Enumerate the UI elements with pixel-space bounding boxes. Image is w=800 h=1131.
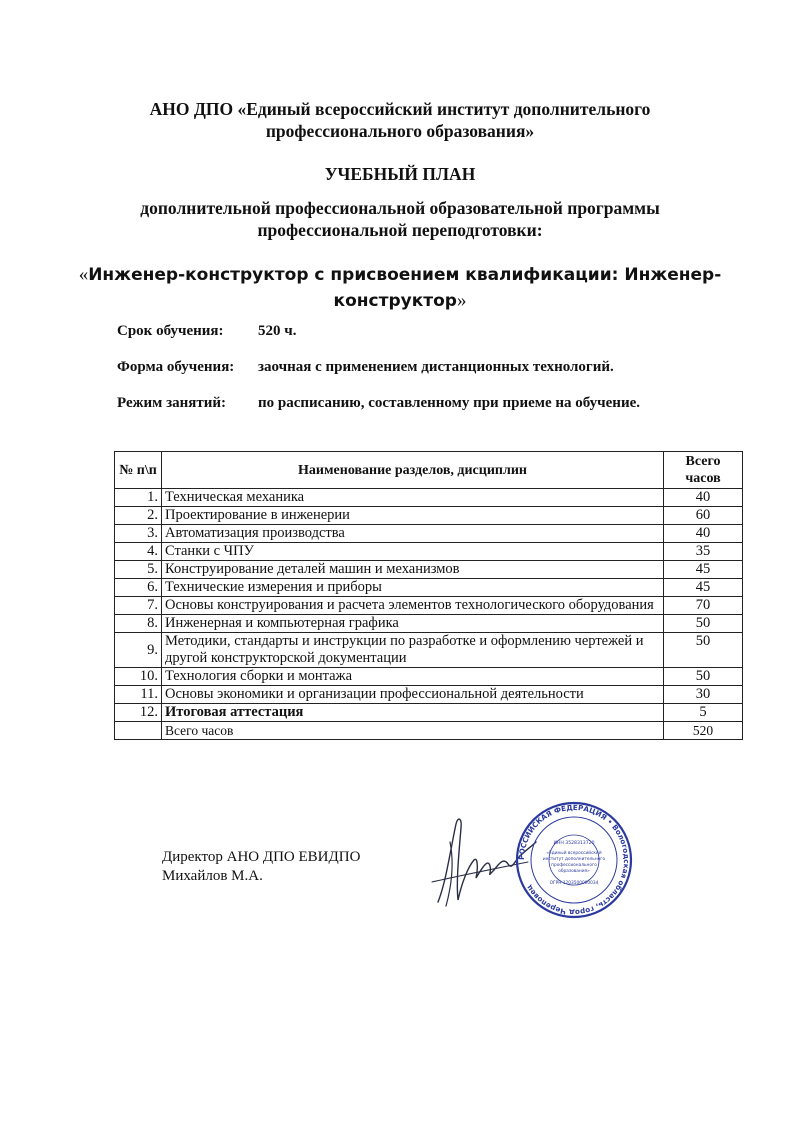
quote-close: » xyxy=(456,290,467,311)
row-hours: 50 xyxy=(664,668,743,686)
row-number: 6. xyxy=(115,579,162,597)
org-line-1: АНО ДПО «Единый всероссийский институт дополнительного xyxy=(149,99,651,119)
program-name-line-1 xyxy=(0,262,800,288)
table-row xyxy=(115,489,743,507)
duration-label: Срок обучения: xyxy=(117,323,224,339)
row-hours: 70 xyxy=(664,597,743,615)
row-discipline: Технология сборки и монтажа xyxy=(162,668,664,686)
plan-title: УЧЕБНЫЙ ПЛАН xyxy=(324,164,476,184)
program-line-2: профессиональной переподготовки: xyxy=(257,220,543,240)
table-row xyxy=(115,686,743,704)
row-number: 12. xyxy=(115,704,162,722)
mode-value: по расписанию, составленному при приеме на обучение. xyxy=(258,395,640,411)
row-hours: 50 xyxy=(664,615,743,633)
official-seal xyxy=(514,800,634,920)
header-hours-line-1: Всего xyxy=(685,454,721,469)
row-discipline: Методики, стандарты и инструкции по разработке и оформлению чертежей и другой конструкторской документации xyxy=(162,633,664,668)
row-discipline: Станки с ЧПУ xyxy=(162,543,664,561)
row-discipline: Итоговая аттестация xyxy=(162,704,664,722)
form-label: Форма обучения: xyxy=(117,359,235,375)
program-name-text-2: конструктор xyxy=(333,291,457,311)
table-row xyxy=(115,579,743,597)
row-hours: 45 xyxy=(664,561,743,579)
total-number xyxy=(115,722,162,740)
table-row xyxy=(115,668,743,686)
signatory-name: Михайлов М.А. xyxy=(162,868,263,884)
seal-line-2: институт дополнительного xyxy=(542,857,606,862)
row-number: 3. xyxy=(115,525,162,543)
row-discipline: Технические измерения и приборы xyxy=(162,579,664,597)
mode-row xyxy=(117,395,640,412)
row-hours: 35 xyxy=(664,543,743,561)
table-row xyxy=(115,704,743,722)
row-number: 1. xyxy=(115,489,162,507)
row-discipline: Инженерная и компьютерная графика xyxy=(162,615,664,633)
signatory-position: Директор АНО ДПО ЕВИДПО xyxy=(162,849,361,865)
total-label: Всего часов xyxy=(162,722,664,740)
form-value: заочная с применением дистанционных технологий. xyxy=(258,359,614,375)
row-number: 7. xyxy=(115,597,162,615)
header-hours-line-2: часов xyxy=(685,471,721,486)
seal-line-1: «Единый всероссийский xyxy=(546,851,602,856)
row-hours: 50 xyxy=(664,633,743,668)
table-row xyxy=(115,615,743,633)
mode-label: Режим занятий: xyxy=(117,395,227,411)
row-number: 4. xyxy=(115,543,162,561)
header-hours xyxy=(664,452,743,489)
table-row xyxy=(115,543,743,561)
row-discipline: Техническая механика xyxy=(162,489,664,507)
program-name-line-2 xyxy=(0,288,800,314)
row-discipline: Основы конструирования и расчета элементов технологического оборудования xyxy=(162,597,664,615)
row-hours: 40 xyxy=(664,525,743,543)
seal-ogrn: ОГРН 1203500000034 xyxy=(549,881,599,886)
seal-line-3: профессионального xyxy=(551,863,597,868)
table-body xyxy=(115,489,743,740)
row-hours: 40 xyxy=(664,489,743,507)
total-hours: 520 xyxy=(664,722,743,740)
row-number: 5. xyxy=(115,561,162,579)
organization-name xyxy=(0,98,800,142)
row-hours: 5 xyxy=(664,704,743,722)
program-name-text-1: Инженер-конструктор с присвоением квалификации: Инженер- xyxy=(88,265,722,285)
program-type xyxy=(0,197,800,241)
header-number: № п\п xyxy=(115,452,162,489)
row-number: 10. xyxy=(115,668,162,686)
table-header-row xyxy=(115,452,743,489)
table-row xyxy=(115,561,743,579)
row-hours: 60 xyxy=(664,507,743,525)
org-line-2: профессионального образования» xyxy=(265,121,535,141)
seal-outer-text: РОССИЙСКАЯ ФЕДЕРАЦИЯ • Вологодская область, город Череповец xyxy=(516,802,632,918)
row-discipline: Проектирование в инженерии xyxy=(162,507,664,525)
table-row xyxy=(115,507,743,525)
header-discipline: Наименование разделов, дисциплин xyxy=(162,452,664,489)
table-row xyxy=(115,633,743,668)
row-hours: 30 xyxy=(664,686,743,704)
signatory xyxy=(162,848,360,886)
row-discipline: Конструирование деталей машин и механизмов xyxy=(162,561,664,579)
duration-row xyxy=(117,323,297,340)
quote-open: « xyxy=(78,264,89,285)
curriculum-table xyxy=(114,451,743,740)
row-number: 11. xyxy=(115,686,162,704)
form-row xyxy=(117,359,614,376)
row-discipline: Основы экономики и организации профессиональной деятельности xyxy=(162,686,664,704)
seal-inn: ИНН 3528313720 xyxy=(553,841,595,846)
duration-value: 520 ч. xyxy=(258,323,297,339)
row-number: 2. xyxy=(115,507,162,525)
row-hours: 45 xyxy=(664,579,743,597)
row-discipline: Автоматизация производства xyxy=(162,525,664,543)
row-number: 9. xyxy=(115,633,162,668)
program-name xyxy=(0,262,800,314)
table-row xyxy=(115,525,743,543)
table-row xyxy=(115,597,743,615)
table-total-row xyxy=(115,722,743,740)
program-line-1: дополнительной профессиональной образовательной программы xyxy=(140,198,660,218)
seal-line-4: образования» xyxy=(558,869,590,874)
row-number: 8. xyxy=(115,615,162,633)
